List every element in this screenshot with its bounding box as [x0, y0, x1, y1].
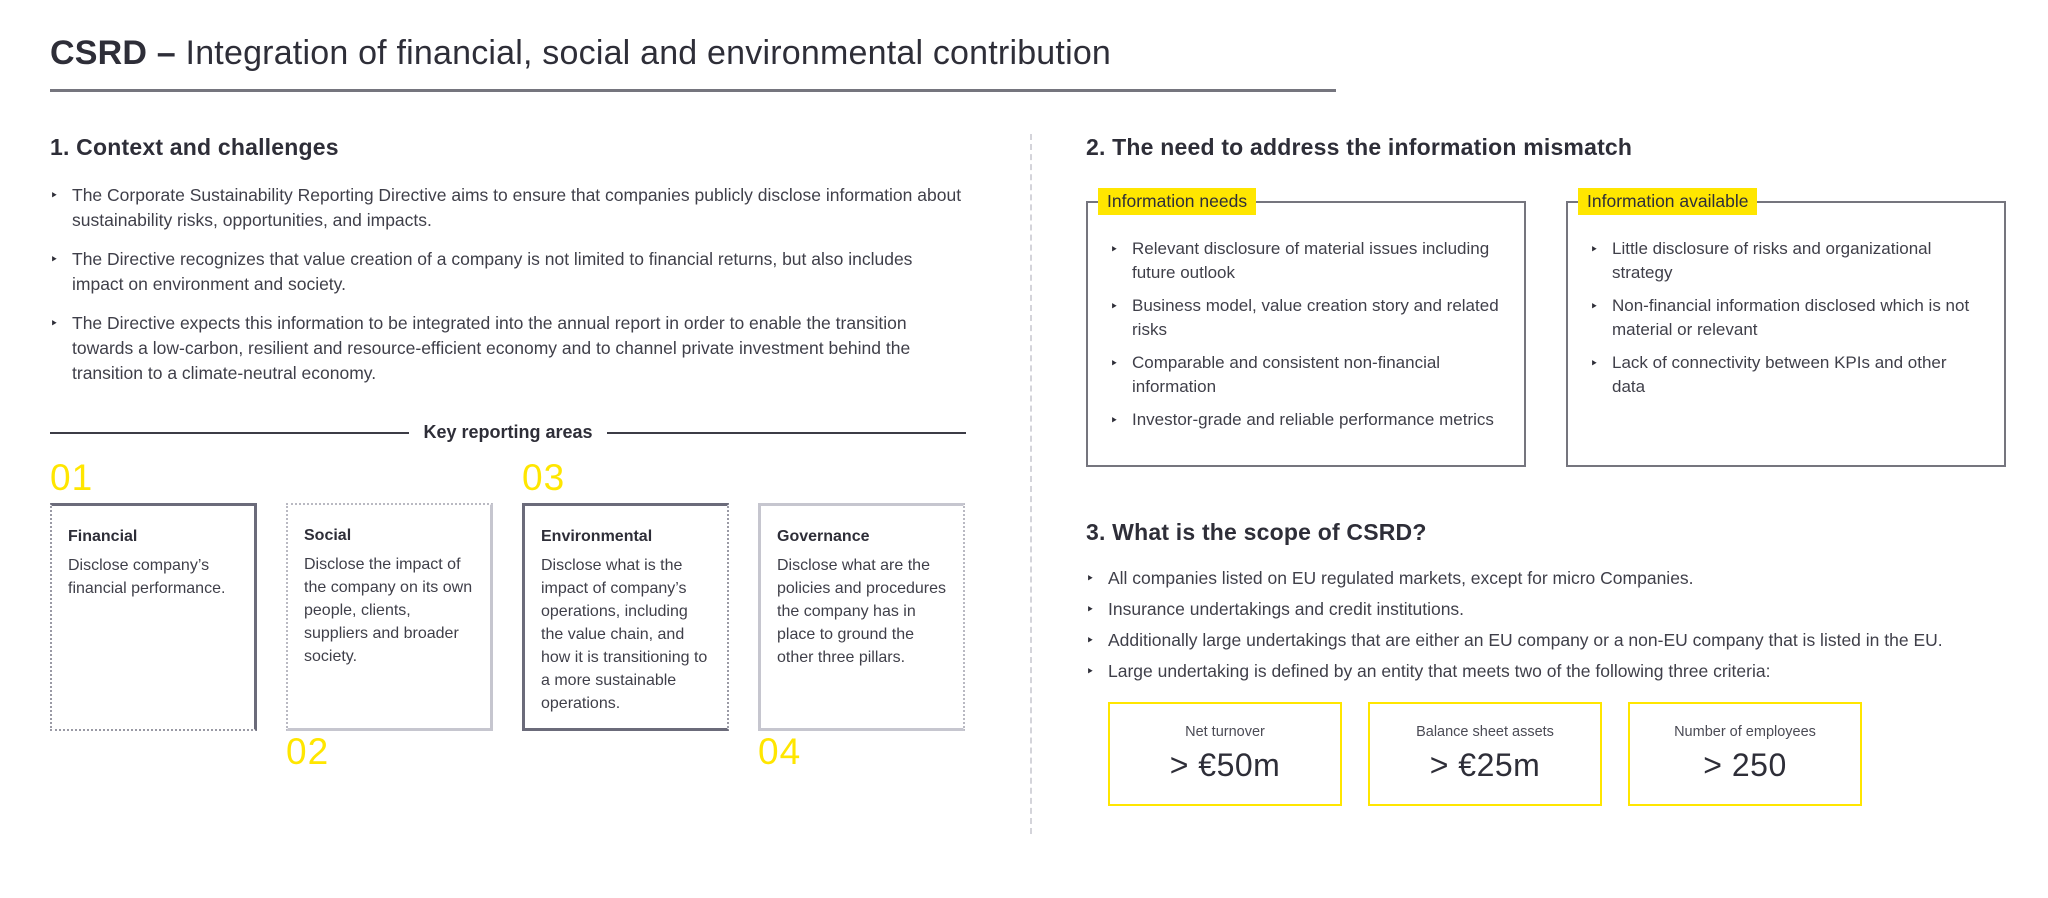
bullet-triangle-icon: ‣ [1110, 412, 1119, 428]
area-number: 02 [286, 731, 330, 772]
bullet-triangle-icon: ‣ [1086, 601, 1095, 617]
context-bullet [50, 183, 966, 233]
area-column-environmental [522, 457, 729, 777]
context-bullet-list [50, 183, 966, 386]
area-card-social [286, 503, 493, 731]
page-title-acronym: CSRD – [50, 34, 176, 72]
bullet-triangle-icon: ‣ [1086, 632, 1095, 648]
bullet-text: Relevant disclosure of material issues including future outlook [1132, 239, 1490, 282]
bullet-text: Large undertaking is defined by an entity that meets two of the following three criteria: [1108, 661, 1771, 681]
criteria-value: > €25m [1429, 747, 1541, 783]
criteria-value: > €50m [1169, 747, 1281, 783]
section-1-heading: 1. Context and challenges [50, 134, 339, 160]
page-title [50, 34, 2010, 73]
bullet-triangle-icon: ‣ [1110, 355, 1119, 371]
area-title: Governance [777, 528, 870, 545]
area-number-slot-empty [286, 457, 493, 503]
left-column [50, 134, 966, 850]
scope-bullet [1086, 659, 2011, 684]
info-bullet [1110, 351, 1502, 399]
criteria-card-balance-sheet [1368, 702, 1602, 806]
scope-bullet [1086, 628, 2011, 653]
bullet-text: Non-financial information disclosed which is not material or relevant [1612, 296, 1970, 339]
info-bullet [1590, 237, 1982, 285]
info-box-available [1566, 191, 2006, 467]
criteria-label: Net turnover [1185, 724, 1265, 740]
title-underline [50, 89, 1336, 92]
bullet-triangle-icon: ‣ [1086, 663, 1095, 679]
bullet-triangle-icon: ‣ [50, 251, 59, 267]
area-number-slot-empty [50, 731, 257, 777]
bullet-triangle-icon: ‣ [50, 187, 59, 203]
info-bullet [1590, 294, 1982, 342]
scope-bullet-list [1086, 566, 2011, 684]
bullet-text: Insurance undertakings and credit institutions. [1108, 599, 1465, 619]
bullet-text: Business model, value creation story and related risks [1132, 296, 1499, 339]
bullet-text: Little disclosure of risks and organizational strategy [1612, 239, 1932, 282]
area-number: 01 [50, 457, 94, 498]
area-title: Financial [68, 528, 138, 545]
info-box-needs [1086, 191, 1526, 467]
bullet-text: Lack of connectivity between KPIs and other data [1612, 353, 1947, 396]
section-3-heading: 3. What is the scope of CSRD? [1086, 519, 1427, 545]
info-box-label: Information available [1578, 188, 1757, 215]
context-bullet [50, 247, 966, 297]
info-bullet [1110, 237, 1502, 285]
criteria-card-net-turnover [1108, 702, 1342, 806]
bullet-text: Comparable and consistent non-financial information [1132, 353, 1441, 396]
divider-line-right [607, 432, 966, 434]
criteria-card-employees [1628, 702, 1862, 806]
criteria-label: Number of employees [1674, 724, 1816, 740]
criteria-label: Balance sheet assets [1416, 724, 1554, 740]
column-divider [1030, 134, 1032, 834]
bullet-text: The Corporate Sustainability Reporting Directive aims to ensure that companies publicly disclose information about sustainability risks, opportunities, and impacts. [72, 185, 962, 230]
info-bullet [1110, 294, 1502, 342]
info-bullet [1590, 351, 1982, 399]
bullet-triangle-icon: ‣ [1086, 570, 1095, 586]
area-column-financial [50, 457, 257, 777]
area-number: 03 [522, 457, 566, 498]
area-number: 04 [758, 731, 802, 772]
area-card-financial [50, 503, 257, 731]
area-title: Environmental [541, 528, 653, 545]
key-reporting-divider [50, 422, 966, 443]
area-text: Disclose what is the impact of company’s operations, including the value chain, and how it is transitioning to a more sustainable operations. [541, 557, 708, 712]
bullet-text: The Directive expects this information to be integrated into the annual report in order to enable the transition towards a low-carbon, resilient and resource-efficient economy and to channel private investment behind the transition to a climate-neutral economy. [72, 313, 911, 383]
area-text: Disclose the impact of the company on its own people, clients, suppliers and broader society. [304, 556, 473, 665]
bullet-triangle-icon: ‣ [1110, 241, 1119, 257]
scope-bullet [1086, 597, 2011, 622]
information-mismatch-row [1086, 191, 2011, 467]
area-column-social [286, 457, 493, 777]
area-text: Disclose what are the policies and procedures the company has in place to ground the other three pillars. [777, 557, 946, 666]
area-card-governance [758, 503, 965, 731]
bullet-triangle-icon: ‣ [1590, 355, 1599, 371]
section-2-heading: 2. The need to address the information mismatch [1086, 134, 1633, 160]
bullet-text: Investor-grade and reliable performance metrics [1132, 410, 1494, 429]
right-column [1086, 134, 2011, 850]
area-number-slot-empty [758, 457, 965, 503]
key-reporting-areas [50, 457, 966, 777]
bullet-text: The Directive recognizes that value creation of a company is not limited to financial returns, but also includes impact on environment and society. [72, 249, 913, 294]
criteria-value: > 250 [1703, 747, 1787, 783]
divider-line-left [50, 432, 409, 434]
area-text: Disclose company’s financial performance. [68, 557, 226, 597]
bullet-triangle-icon: ‣ [50, 315, 59, 331]
bullet-triangle-icon: ‣ [1590, 298, 1599, 314]
info-box-label: Information needs [1098, 188, 1256, 215]
area-number-slot-empty [522, 731, 729, 777]
context-bullet [50, 311, 966, 386]
area-column-governance [758, 457, 965, 777]
bullet-triangle-icon: ‣ [1110, 298, 1119, 314]
key-reporting-label: Key reporting areas [423, 422, 593, 442]
criteria-row [1108, 702, 2011, 806]
area-card-environmental [522, 503, 729, 731]
info-bullet [1110, 408, 1502, 433]
content-columns [50, 134, 2010, 850]
page-title-subtitle: Integration of financial, social and environmental contribution [175, 34, 1112, 72]
bullet-text: Additionally large undertakings that are either an EU company or a non-EU company that is listed in the EU. [1108, 630, 1943, 650]
area-title: Social [304, 527, 352, 544]
scope-bullet [1086, 566, 2011, 591]
bullet-text: All companies listed on EU regulated markets, except for micro Companies. [1108, 568, 1694, 588]
bullet-triangle-icon: ‣ [1590, 241, 1599, 257]
